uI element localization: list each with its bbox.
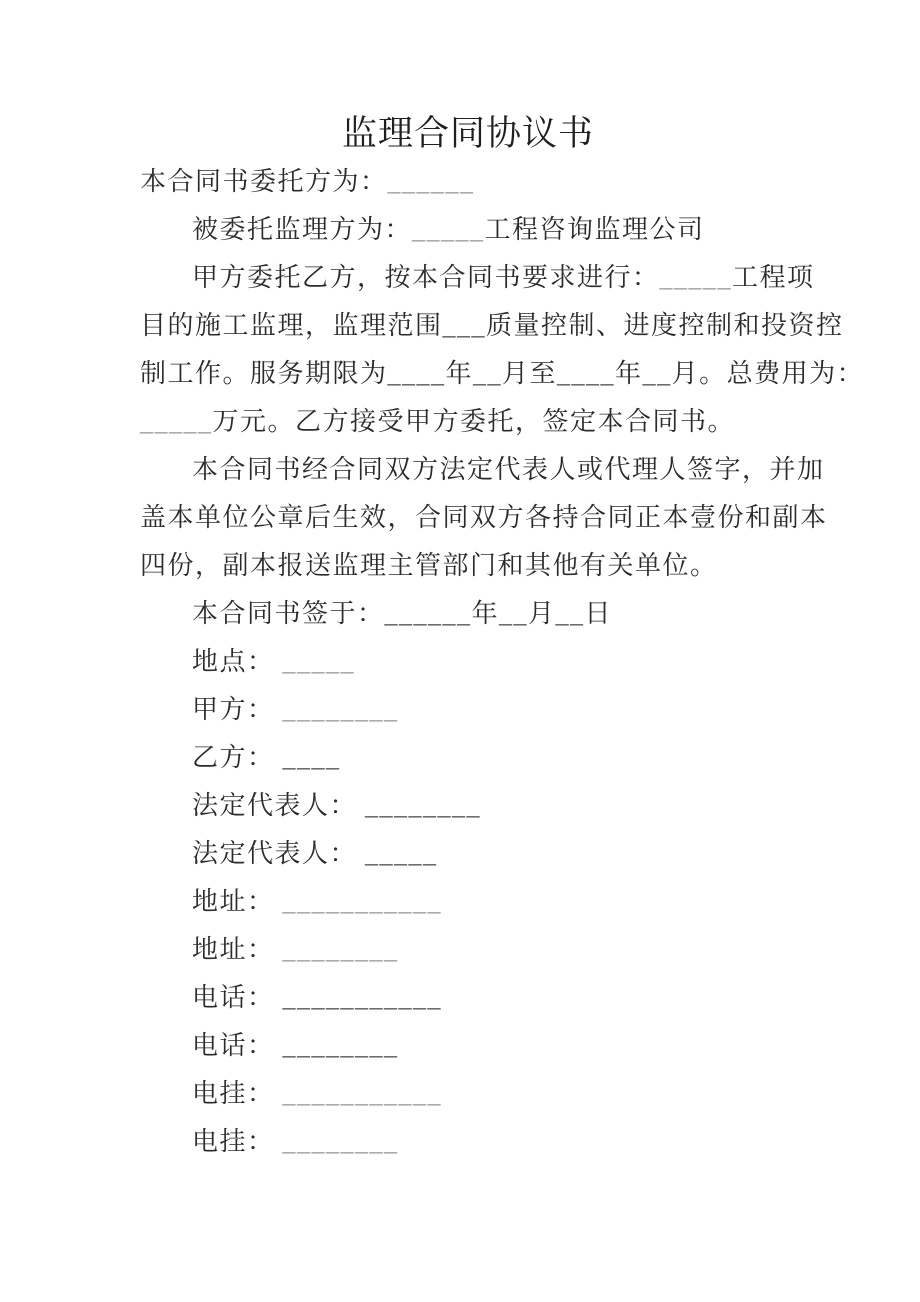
blank-field: ______ xyxy=(387,167,475,196)
line-text: 年 xyxy=(615,359,643,388)
blank-field: ____ xyxy=(387,359,446,388)
contract-line xyxy=(140,254,840,302)
line-text: 本合同书委托方为： xyxy=(140,167,388,196)
line-text: 电挂： xyxy=(192,1079,283,1108)
document-body xyxy=(140,158,865,1166)
line-text: 地址： xyxy=(192,887,283,916)
blank-field: ___________ xyxy=(282,887,443,916)
blank-field: __ xyxy=(555,599,585,628)
blank-field: ______ xyxy=(384,599,472,628)
line-text: 电话： xyxy=(192,983,283,1012)
line-text: 乙方： xyxy=(192,743,283,772)
blank-field: ________ xyxy=(282,935,399,964)
contract-line xyxy=(140,350,865,398)
blank-field: ____ xyxy=(557,359,616,388)
contract-line xyxy=(140,782,840,830)
line-text: 电挂： xyxy=(192,1127,283,1156)
line-text: 法定代表人： xyxy=(192,791,366,820)
contract-line xyxy=(140,638,840,686)
line-text: 月至 xyxy=(502,359,558,388)
contract-line xyxy=(140,1118,840,1166)
blank-field: __ xyxy=(473,359,503,388)
contract-line xyxy=(140,686,840,734)
line-text: 地点： xyxy=(192,647,283,676)
line-text: 四份，副本报送监理主管部门和其他有关单位。 xyxy=(140,551,718,580)
line-text: 甲方委托乙方，按本合同书要求进行： xyxy=(192,263,660,292)
contract-line xyxy=(140,542,840,590)
blank-field: ________ xyxy=(365,791,482,820)
contract-line xyxy=(140,158,840,206)
line-text: 制工作。服务期限为 xyxy=(140,359,388,388)
blank-field: ________ xyxy=(282,1031,399,1060)
contract-line xyxy=(140,446,840,494)
line-text: 年 xyxy=(445,359,474,388)
blank-field: __ xyxy=(642,359,672,388)
line-text: 工程咨询监理公司 xyxy=(484,215,705,244)
blank-field: _____ xyxy=(140,407,213,436)
blank-field: ___________ xyxy=(282,983,443,1012)
line-text: 年 xyxy=(471,599,500,628)
contract-line xyxy=(140,830,840,878)
contract-line xyxy=(140,302,844,350)
line-text: 地址： xyxy=(192,935,283,964)
blank-field: _____ xyxy=(412,215,485,244)
blank-field: ________ xyxy=(282,1127,399,1156)
contract-line xyxy=(140,926,840,974)
line-text: 电话： xyxy=(192,1031,283,1060)
blank-field: _____ xyxy=(365,839,438,868)
contract-line xyxy=(140,1070,840,1118)
document-title: 监理合同协议书 xyxy=(341,114,594,153)
blank-field: __ xyxy=(499,599,529,628)
contract-line xyxy=(140,734,840,782)
line-text: 日 xyxy=(584,599,613,628)
blank-field: ___________ xyxy=(282,1079,443,1108)
contract-line xyxy=(140,974,840,1022)
line-text: 质量控制、进度控制和投资控 xyxy=(486,311,844,340)
line-text: 工程项 xyxy=(732,263,815,292)
contract-line xyxy=(140,878,840,926)
blank-field: _____ xyxy=(659,263,733,292)
line-text: 被委托监理方为： xyxy=(192,215,413,244)
line-text: 本合同书经合同双方法定代表人或代理人签字，并加 xyxy=(192,455,825,484)
line-text: 万元。乙方接受甲方委托，签定本合同书。 xyxy=(212,407,736,436)
blank-field: ___ xyxy=(442,311,487,340)
contract-line xyxy=(140,206,840,254)
blank-field: ________ xyxy=(282,695,399,724)
contract-line xyxy=(140,494,840,542)
line-text: 甲方： xyxy=(192,695,283,724)
contract-line xyxy=(140,590,840,638)
line-text: 目的施工监理，监理范围 xyxy=(140,311,443,340)
line-text: 法定代表人： xyxy=(192,839,366,868)
line-text: 月。总费用为： xyxy=(671,359,865,388)
contract-line xyxy=(140,1022,840,1070)
contract-line xyxy=(140,398,840,446)
blank-field: _____ xyxy=(282,647,356,676)
line-text: 月 xyxy=(528,599,556,628)
blank-field: ____ xyxy=(282,743,341,772)
line-text: 本合同书签于： xyxy=(192,599,385,628)
line-text: 盖本单位公章后生效，合同双方各持合同正本壹份和副本 xyxy=(140,503,828,532)
